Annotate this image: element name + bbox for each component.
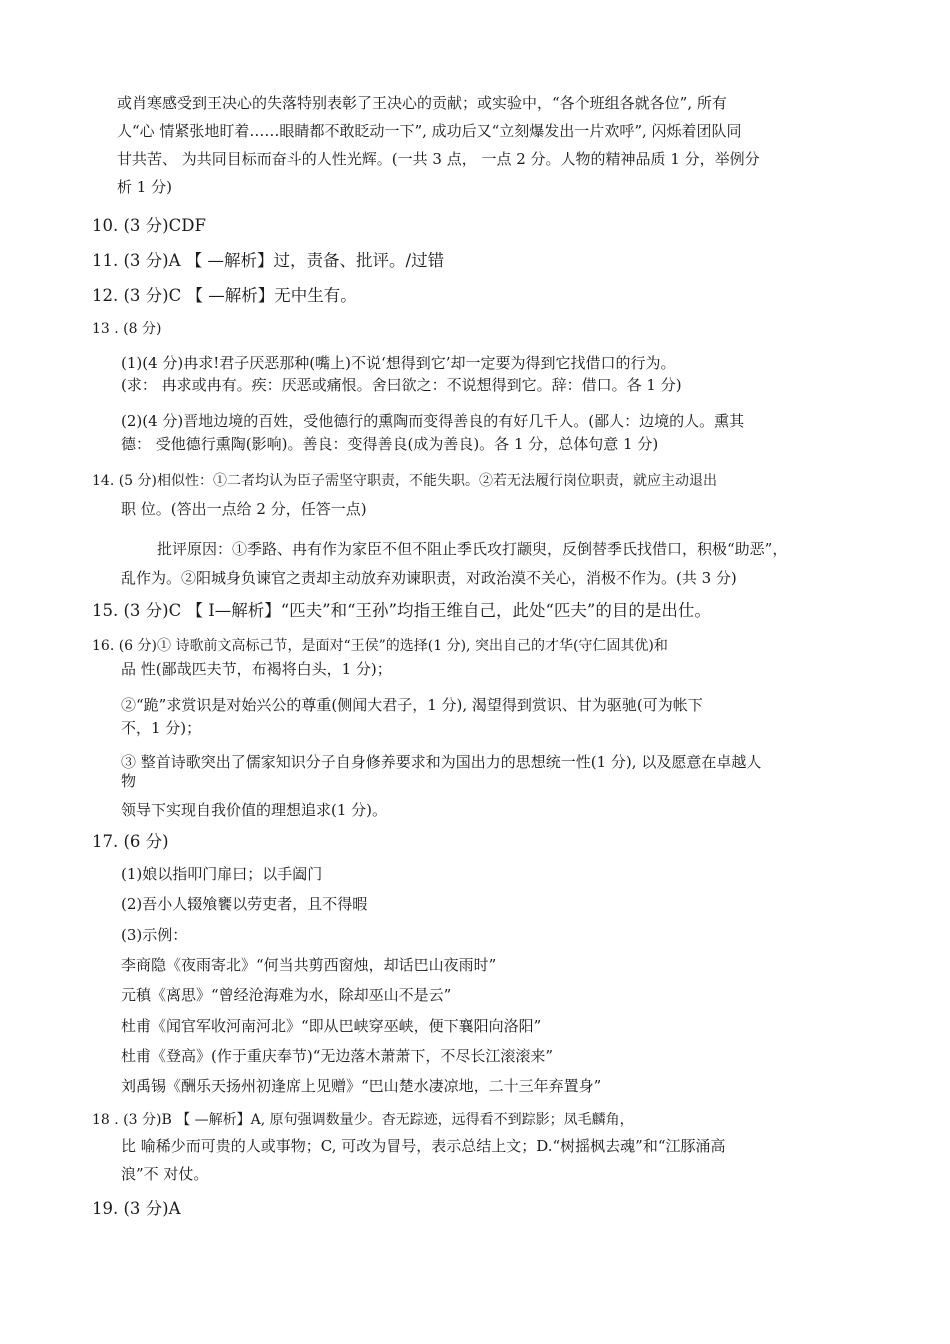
text-line: 杜甫《登高》(作于重庆奉节)“无边落木萧萧下，不尽长江滚滚来”	[121, 1047, 554, 1065]
text-line: 析 1 分)	[117, 178, 172, 196]
text-line: 李商隐《夜雨寄北》“何当共剪西窗烛，却话巴山夜雨时”	[121, 956, 497, 974]
text-line: (2)(4 分)晋地边境的百姓，受他德行的熏陶而变得善良的有好几千人。(鄙人：边境的人。熏其	[121, 412, 745, 430]
text-line: 领导下实现自我价值的理想追求(1 分)。	[121, 801, 388, 819]
answer-13: 13 . (8 分)	[92, 321, 162, 337]
text-line: 浪”不 对仗。	[121, 1165, 209, 1183]
text-line: 德： 受他德行熏陶(影响)。善良：变得善良(成为善良)。各 1 分，总体句意 1 分)	[121, 435, 659, 453]
text-line: 乱作为。②阳城身负谏官之责却主动放弃劝谏职责，对政治漠不关心，消极不作为。(共 3 分)	[121, 569, 737, 587]
answer-19: 19. (3 分)A	[92, 1199, 181, 1218]
text-line: 人“心 情紧张地盯着……眼睛都不敢眨动一下”, 成功后又“立刻爆发出一片欢呼”, 闪烁着团队同	[117, 122, 742, 140]
answer-12: 12. (3 分)C 【 —解析】无中生有。	[92, 286, 357, 305]
answer-11: 11. (3 分)A 【 —解析】过，责备、批评。/过错	[92, 251, 445, 270]
text-line: 刘禹锡《酬乐天扬州初逢席上见赠》“巴山楚水凄凉地，二十三年弃置身”	[121, 1077, 602, 1095]
text-line: ③ 整首诗歌突出了儒家知识分子自身修养要求和为国出力的思想统一性(1 分), 以及愿意在卓越人	[121, 753, 762, 771]
text-line: 职 位。(答出一点给 2 分，任答一点)	[121, 500, 367, 518]
text-line: ②“跪”求赏识是对始兴公的尊重(侧闻大君子，1 分), 渴望得到赏识、甘为驱驰(可为帐下	[121, 696, 703, 714]
text-line: (求： 冉求或冉有。疾：厌恶或痛恨。舍曰欲之：不说想得到它。辞：借口。各 1 分)	[121, 376, 682, 394]
text-line: 批评原因：①季路、冉有作为家臣不但不阻止季氏攻打颛臾，反倒替季氏找借口，积极“助恶”，	[157, 540, 788, 558]
answer-15: 15. (3 分)C 【 I—解析】“匹夫”和“王孙”均指王维自己，此处“匹夫”的目的是出仕。	[92, 601, 711, 620]
answer-16: 16. (6 分)① 诗歌前文高标己节，是面对“王侯”的选择(1 分), 突出自己的才华(守仁固其优)和	[92, 638, 668, 654]
text-line: (2)吾小人辍飧饔以劳吏者，且不得暇	[121, 895, 368, 913]
text-line: 甘共苦、 为共同目标而奋斗的人性光辉。(一共 3 点， 一点 2 分。人物的精神品质 1 分，举例分	[117, 150, 760, 168]
text-line: 品 性(鄙哉匹夫节，布褐将白头，1 分)；	[121, 660, 392, 678]
text-line: 或肖寒感受到王决心的失落特别表彰了王决心的贡献；或实验中，“各个班组各就各位”, 所有	[117, 94, 727, 112]
text-line: (1)娘以指叩门扉曰；以手阖门	[121, 865, 323, 883]
text-line: 比 喻稀少而可贵的人或事物；C, 可改为冒号，表示总结上文；D.“树摇枫去魂”和“江豚涌高	[121, 1137, 726, 1155]
answer-14: 14. (5 分)相似性：①二者均认为臣子需坚守职责，不能失职。②若无法履行岗位职责，就应主动退出	[92, 473, 717, 489]
answer-17: 17. (6 分)	[92, 832, 169, 851]
answer-10: 10. (3 分)CDF	[92, 216, 206, 235]
answer-18: 18 . (3 分)B 【 —解析】A, 原句强调数量少。杳无踪迹，远得看不到踪影；凤毛麟角，	[92, 1112, 634, 1128]
text-line: (3)示例：	[121, 926, 188, 944]
text-line: 元稹《离思》“曾经沧海难为水，除却巫山不是云”	[121, 986, 452, 1004]
text-line: 物	[121, 772, 137, 790]
text-line: 杜甫《闻官军收河南河北》“即从巴峡穿巫峡，便下襄阳向洛阳”	[121, 1017, 542, 1035]
text-line: (1)(4 分)冉求!君子厌恶那种(嘴上)不说‘想得到它’却一定要为得到它找借口的行为。	[121, 354, 676, 372]
text-line: 不，1 分)；	[121, 719, 202, 737]
